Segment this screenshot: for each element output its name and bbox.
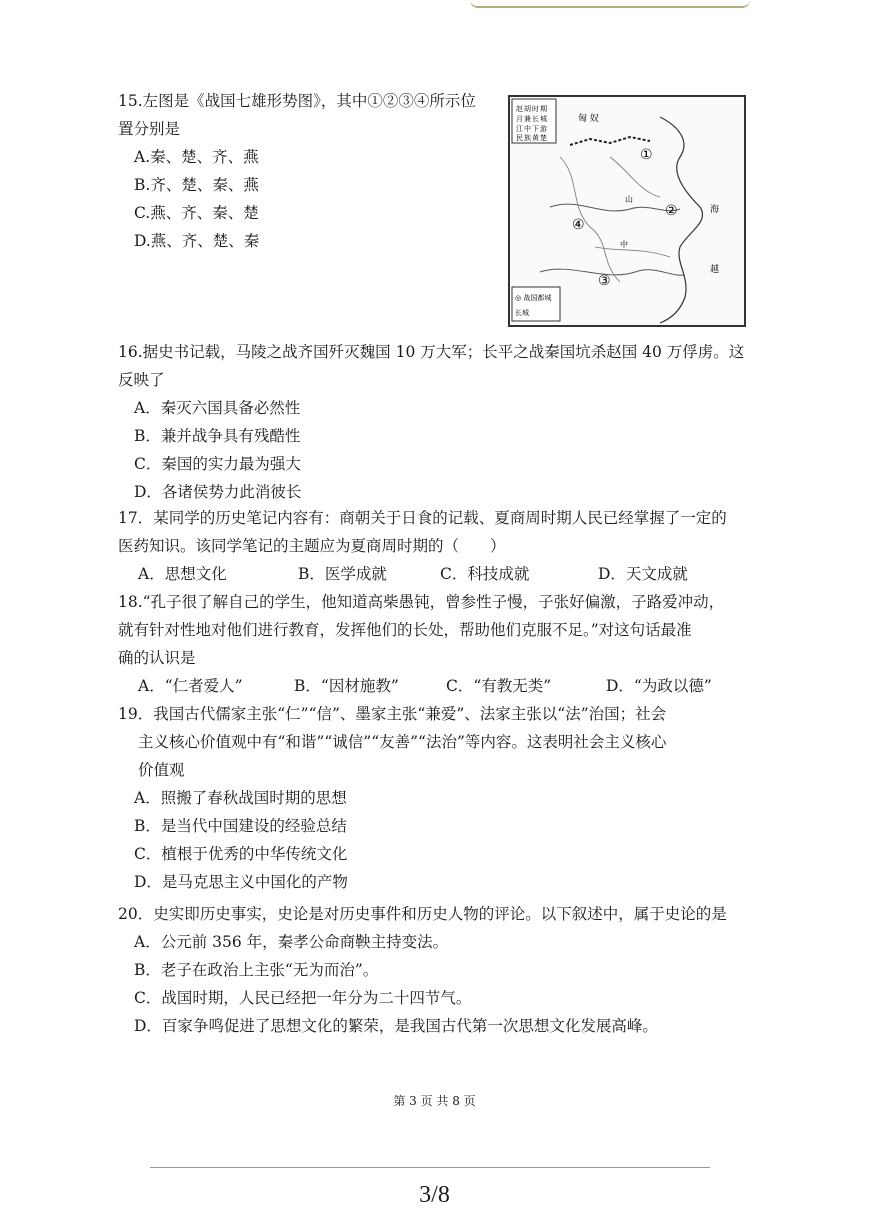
q20-option-c[interactable]: C．战国时期，人民已经把一年分为二十四节气。 bbox=[134, 989, 472, 1007]
q19-option-d[interactable]: D．是马克思主义中国化的产物 bbox=[134, 873, 348, 891]
q15-option-d[interactable]: D.燕、齐、楚、秦 bbox=[134, 232, 260, 250]
map-figure bbox=[510, 97, 744, 325]
q20-option-d[interactable]: D．百家争鸣促进了思想文化的繁荣，是我国古代第一次思想文化发展高峰。 bbox=[134, 1017, 658, 1035]
q17-option-d[interactable]: D．天文成就 bbox=[598, 565, 688, 583]
q18-option-a[interactable]: A．“仁者爱人” bbox=[138, 677, 243, 695]
q16-stem-line2: 反映了 bbox=[118, 371, 165, 389]
map-legend-bottom-1: ◎ 战国都城 bbox=[515, 294, 552, 302]
q18-stem-line1: 18.“孔子很了解自己的学生，他知道高柴愚钝，曾参性子慢，子张好偏激，子路爱冲动， bbox=[118, 593, 725, 611]
map-legend-top-text-10: 中 bbox=[524, 125, 531, 133]
map-coastline bbox=[660, 117, 703, 323]
q16-option-d[interactable]: D．各诸侯势力此消彼长 bbox=[134, 483, 302, 501]
map-border-2 bbox=[610, 157, 660, 197]
map-border-1 bbox=[560, 157, 620, 282]
map-label-shan: 山 bbox=[625, 195, 633, 204]
q19-stem-line2: 主义核心价值观中有“和谐”“诚信”“友善”“法治”等内容。这表明社会主义核心 bbox=[138, 733, 667, 751]
q17-stem-line2: 医药知识。该同学笔记的主题应为夏商周时期的（ ） bbox=[118, 537, 506, 555]
map-label-xiongnu: 匈 奴 bbox=[578, 114, 599, 124]
q18-stem-line2: 就有针对性地对他们进行教育，发挥他们的长处，帮助他们克服不足。”对这句话最准 bbox=[118, 621, 692, 639]
map-legend-top-text-6: 兼 bbox=[524, 115, 531, 123]
q18-options-row bbox=[118, 672, 724, 700]
q15-stem-line1: 15.左图是《战国七雄形势图》，其中①②③④所示位 bbox=[118, 92, 476, 110]
question-17 bbox=[118, 504, 727, 588]
top-scan-mark bbox=[470, 0, 750, 8]
q15-option-a[interactable]: A.秦、楚、齐、燕 bbox=[134, 148, 259, 166]
q15-option-b[interactable]: B.齐、楚、秦、燕 bbox=[134, 176, 259, 194]
q18-option-d[interactable]: D．“为政以德” bbox=[606, 677, 712, 695]
map-legend-top-text-2: 胡 bbox=[524, 105, 531, 113]
map-legend-top-text-11: 下 bbox=[532, 125, 539, 133]
q17-stem-line1: 17．某同学的历史笔记内容有：商朝关于日食的记载、夏商周时期人民已经掌握了一定的 bbox=[118, 509, 727, 527]
question-20 bbox=[118, 900, 727, 1040]
q15-option-c[interactable]: C.燕、齐、秦、楚 bbox=[134, 204, 259, 222]
page-fraction: 3/8 bbox=[419, 1182, 450, 1208]
bottom-divider bbox=[150, 1167, 710, 1168]
map-label-4: ④ bbox=[572, 217, 585, 233]
q20-option-a[interactable]: A．公元前 356 年，秦孝公命商鞅主持变法。 bbox=[134, 933, 449, 951]
q17-option-a[interactable]: A．思想文化 bbox=[138, 565, 227, 583]
page-number: 第 3 页 共 8 页 bbox=[393, 1094, 476, 1108]
map-legend-top-text-7: 长 bbox=[532, 115, 539, 123]
q18-stem-line3: 确的认识是 bbox=[118, 649, 196, 667]
map-legend-top-text-13: 民 bbox=[516, 134, 523, 142]
map-great-wall bbox=[570, 137, 650, 145]
q17-option-c[interactable]: C．科技成就 bbox=[440, 565, 530, 583]
warring-states-map bbox=[508, 95, 746, 327]
q19-stem-line1: 19．我国古代儒家主张“仁”“信”、墨家主张“兼爱”、法家主张以“法”治国；社会 bbox=[118, 705, 667, 723]
map-legend-top-text-15: 黄 bbox=[532, 134, 539, 142]
map-legend-bottom-2: 长城 bbox=[515, 309, 529, 317]
map-legend-top-text-14: 族 bbox=[524, 134, 531, 142]
q16-option-c[interactable]: C．秦国的实力最为强大 bbox=[134, 455, 301, 473]
question-15 bbox=[118, 87, 476, 255]
map-legend-top-text-3: 时 bbox=[532, 105, 539, 113]
q19-option-a[interactable]: A．照搬了春秋战国时期的思想 bbox=[134, 789, 347, 807]
map-label-3: ③ bbox=[598, 273, 611, 289]
map-legend-top-text-12: 游 bbox=[540, 125, 547, 133]
map-border-3 bbox=[595, 247, 670, 257]
map-yellow-river bbox=[550, 204, 680, 211]
map-legend-top-text-16: 楚 bbox=[540, 134, 547, 142]
q19-stem-line3: 价值观 bbox=[138, 761, 185, 779]
map-label-1: ① bbox=[640, 147, 653, 163]
question-18 bbox=[118, 588, 724, 700]
map-legend-top-text-8: 城 bbox=[540, 115, 547, 123]
map-legend-top-text-9: 江 bbox=[516, 125, 523, 133]
q16-option-b[interactable]: B．兼并战争具有残酷性 bbox=[134, 427, 301, 445]
question-16 bbox=[118, 338, 744, 506]
map-label-hai: 海 bbox=[710, 205, 720, 215]
q18-option-b[interactable]: B．“因材施教” bbox=[294, 677, 399, 695]
q18-option-c[interactable]: C．“有教无类” bbox=[446, 677, 552, 695]
map-legend-top-text-4: 期 bbox=[540, 105, 547, 113]
q20-stem-line1: 20．史实即历史事实，史论是对历史事件和历史人物的评论。以下叙述中，属于史论的是 bbox=[118, 905, 727, 923]
question-19 bbox=[118, 700, 666, 896]
map-label-2: ② bbox=[665, 203, 678, 219]
q17-options-row bbox=[118, 560, 727, 588]
q19-option-c[interactable]: C．植根于优秀的中华传统文化 bbox=[134, 845, 348, 863]
q17-option-b[interactable]: B．医学成就 bbox=[298, 565, 387, 583]
map-legend-top-text-5: 月 bbox=[516, 115, 523, 123]
q15-stem-line2: 置分别是 bbox=[118, 120, 181, 138]
map-label-zhong: 中 bbox=[620, 240, 628, 249]
q19-option-b[interactable]: B．是当代中国建设的经验总结 bbox=[134, 817, 347, 835]
q20-option-b[interactable]: B．老子在政治上主张“无为而治”。 bbox=[134, 961, 379, 979]
map-legend-top-text-1: 赵 bbox=[516, 105, 523, 113]
q16-option-a[interactable]: A．秦灭六国具备必然性 bbox=[134, 399, 301, 417]
map-label-yue: 越 bbox=[710, 265, 720, 275]
q16-stem-line1: 16.据史书记载，马陵之战齐国歼灭魏国 10 万大军；长平之战秦国坑杀赵国 40 万俘虏。这 bbox=[118, 343, 745, 361]
